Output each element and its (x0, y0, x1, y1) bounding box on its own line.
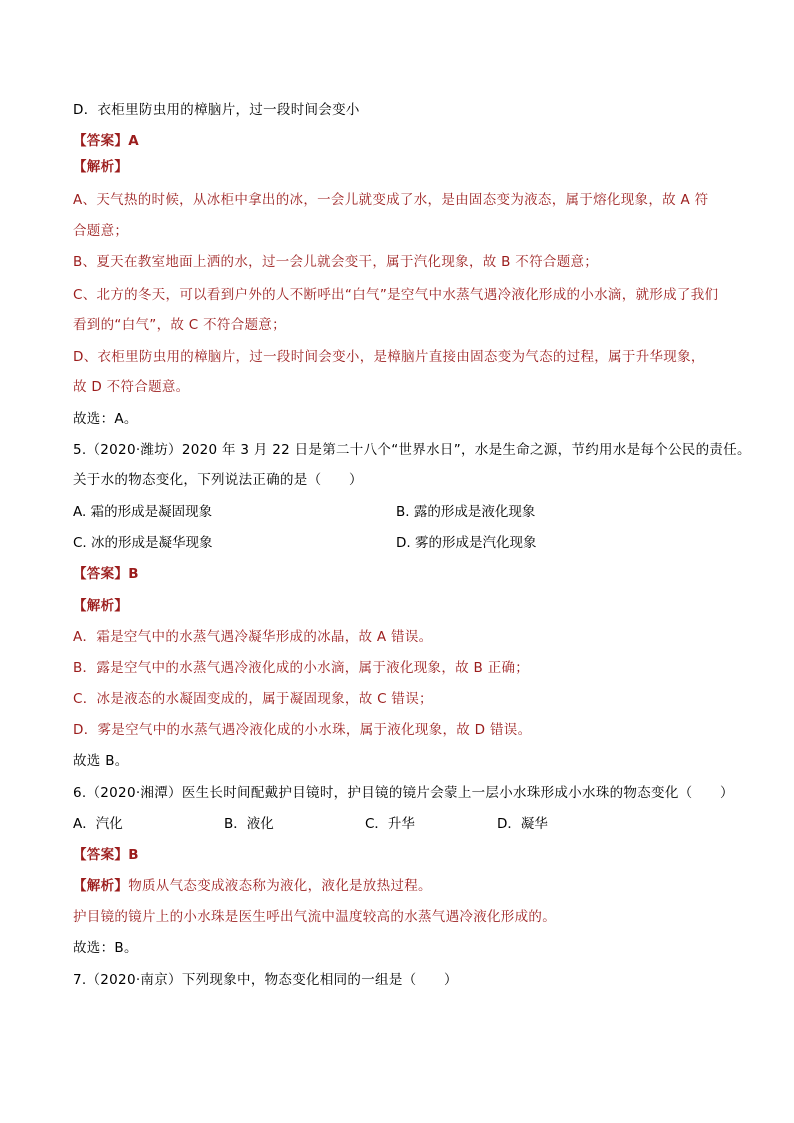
q6-analysis-line2: 护目镜的镜片上的小水珠是医生呼出气流中温度较高的水蒸气遇冷液化形成的。 (73, 909, 556, 925)
q4-answer (73, 131, 139, 151)
q7-stem: 7.（2020·南京）下列现象中，物态变化相同的一组是（ ） (73, 972, 458, 988)
q6-option-b: B．液化 (224, 816, 274, 832)
q5-option-c: C. 冰的形成是凝华现象 (73, 535, 213, 551)
q5-option-a: A. 霜的形成是凝固现象 (73, 504, 213, 520)
q4-analysis-line: 看到的“白气”，故 C 不符合题意； (73, 317, 286, 333)
q6-analysis-label: 【解析】 (73, 878, 129, 894)
q5-option-b: B. 露的形成是液化现象 (396, 504, 536, 520)
q5-analysis-line: D．雾是空气中的水蒸气遇冷液化成的小水珠，属于液化现象，故 D 错误。 (73, 722, 532, 738)
q5-analysis-line: B．露是空气中的水蒸气遇冷液化成的小水滴，属于液化现象，故 B 正确； (73, 660, 530, 676)
q6-answer-value: B (128, 847, 139, 863)
q6-option-a: A．汽化 (73, 816, 123, 832)
q5-analysis-line: C．冰是液态的水凝固变成的，属于凝固现象，故 C 错误； (73, 691, 433, 707)
q4-analysis-line: B、夏天在教室地面上洒的水，过一会儿就会变干，属于汽化现象，故 B 不符合题意； (73, 254, 599, 270)
q5-analysis-label: 【解析】 (73, 598, 129, 614)
q5-conclusion: 故选 B。 (73, 753, 129, 769)
q4-answer-value: A (128, 133, 139, 149)
q4-analysis-line: A、天气热的时候，从冰柜中拿出的冰，一会儿就变成了水，是由固态变为液态，属于熔化现象，故 A 符 (73, 192, 709, 208)
q5-stem-line1: 5.（2020·潍坊）2020 年 3 月 22 日是第二十八个“世界水日”，水是生命之源，节约用水是每个公民的责任。 (73, 442, 751, 458)
q4-analysis-line: C、北方的冬天，可以看到户外的人不断呼出“白气”是空气中水蒸气遇冷液化形成的小水滴，就形成了我们 (73, 287, 719, 303)
q4-answer-label: 【答案】 (73, 133, 129, 149)
q5-option-d: D. 雾的形成是汽化现象 (396, 535, 537, 551)
q6-answer-label: 【答案】 (73, 847, 129, 863)
q6-analysis-inline: 物质从气态变成液态称为液化，液化是放热过程。 (128, 878, 432, 894)
q5-answer-value: B (128, 566, 139, 582)
q6-answer (73, 845, 139, 865)
q5-answer (73, 564, 139, 584)
q4-analysis-line: 故 D 不符合题意。 (73, 379, 190, 395)
q4-option-d: D．衣柜里防虫用的樟脑片，过一段时间会变小 (73, 102, 360, 118)
q4-analysis-label: 【解析】 (73, 159, 129, 175)
q4-analysis-line: D、衣柜里防虫用的樟脑片，过一段时间会变小，是樟脑片直接由固态变为气态的过程，属于升华现象， (73, 349, 705, 365)
q6-option-d: D．凝华 (497, 816, 548, 832)
q6-analysis (73, 876, 432, 896)
q6-conclusion: 故选：B。 (73, 940, 138, 956)
q5-stem-line2: 关于水的物态变化，下列说法正确的是（ ） (73, 472, 363, 488)
q6-stem: 6.（2020·湘潭）医生长时间配戴护目镜时，护目镜的镜片会蒙上一层小水珠形成小水珠的物态变化（ ） (73, 785, 734, 801)
q4-analysis-line: 合题意； (73, 223, 129, 239)
q5-answer-label: 【答案】 (73, 566, 129, 582)
q4-conclusion: 故选：A。 (73, 411, 138, 427)
q6-option-c: C．升华 (365, 816, 415, 832)
q5-analysis-line: A．霜是空气中的水蒸气遇冷凝华形成的冰晶，故 A 错误。 (73, 629, 433, 645)
